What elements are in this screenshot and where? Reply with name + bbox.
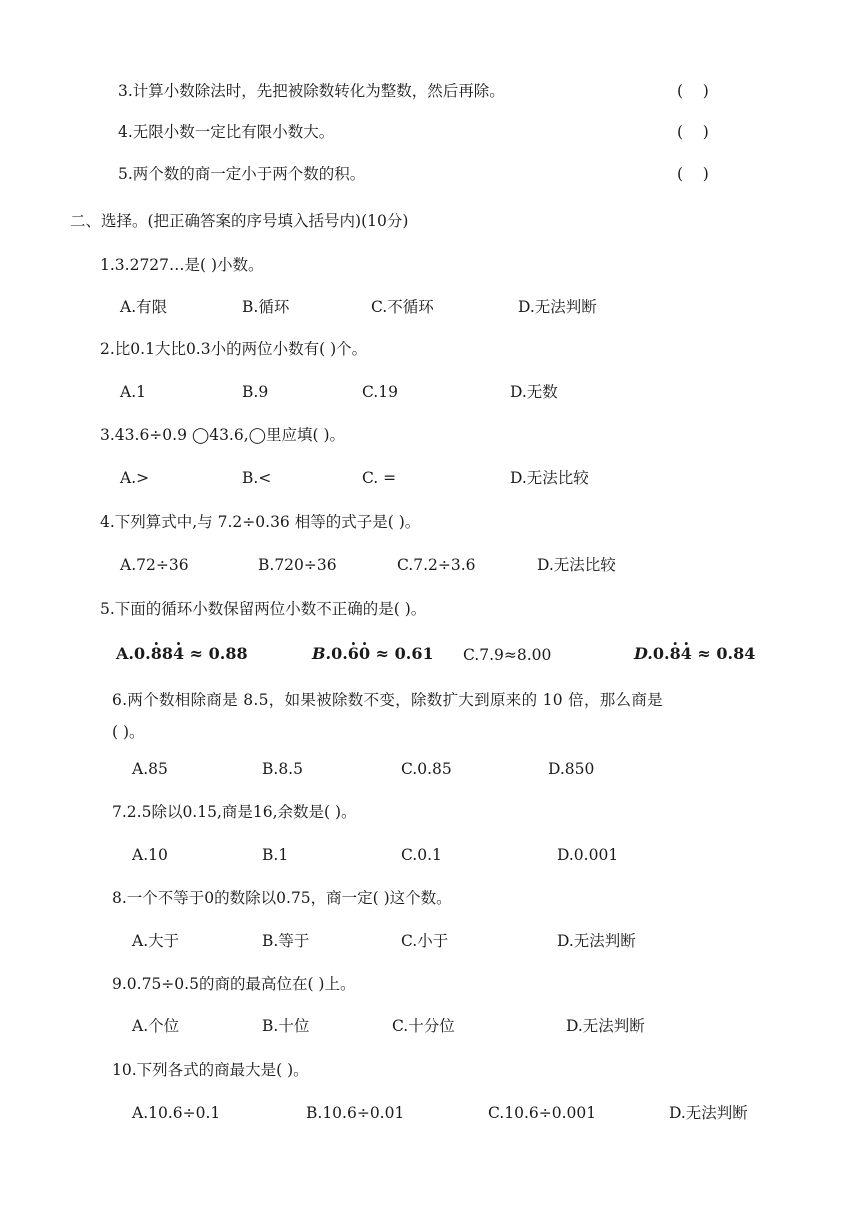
- judge-item-5: 5.两个数的商一定小于两个数的积。: [118, 165, 366, 183]
- q5-option-d[interactable]: [634, 644, 755, 664]
- q2-option-d[interactable]: D.无数: [510, 383, 558, 401]
- q10-option-a[interactable]: A.10.6÷0.1: [132, 1104, 221, 1122]
- q4-option-c[interactable]: C.7.2÷3.6: [397, 556, 476, 574]
- q4-option-d[interactable]: D.无法比较: [537, 556, 616, 574]
- q7-option-d[interactable]: D.0.001: [557, 846, 619, 864]
- q6-option-d[interactable]: D.850: [548, 760, 595, 778]
- q4-option-a[interactable]: A.72÷36: [120, 556, 189, 574]
- q9-option-c[interactable]: C.十分位: [392, 1017, 455, 1035]
- q9-option-b[interactable]: B.十位: [262, 1017, 310, 1035]
- question-10-stem: 10.下列各式的商最大是( )。: [112, 1061, 309, 1079]
- q1-option-b[interactable]: B.循环: [242, 298, 290, 316]
- question-5-stem: 5.下面的循环小数保留两位小数不正确的是( )。: [100, 600, 427, 618]
- q5-d-approx: ≈ 0.84: [691, 644, 756, 663]
- q5-a-digit-3: 4 ·: [173, 644, 184, 664]
- q3-option-c[interactable]: C. =: [362, 469, 397, 487]
- q5-a-label: A.: [116, 644, 134, 663]
- q5-d-int: 0.: [652, 644, 670, 663]
- q10-option-b[interactable]: B.10.6÷0.01: [306, 1104, 405, 1122]
- q4-option-b[interactable]: B.720÷36: [258, 556, 337, 574]
- q7-option-c[interactable]: C.0.1: [401, 846, 442, 864]
- question-3-stem: 3.43.6÷0.9 ◯43.6,◯里应填( )。: [100, 426, 346, 444]
- question-1-stem: 1.3.2727…是( )小数。: [100, 256, 264, 274]
- section-heading-choice: 二、选择。(把正确答案的序号填入括号内)(10分): [70, 212, 409, 230]
- question-2-stem: 2.比0.1大比0.3小的两位小数有( )个。: [100, 340, 368, 358]
- q2-option-c[interactable]: C.19: [362, 383, 398, 401]
- question-6-stem-line-2: ( )。: [112, 723, 145, 741]
- q7-option-b[interactable]: B.1: [262, 846, 289, 864]
- question-6-stem-line-1: 6.两个数相除商是 8.5，如果被除数不变，除数扩大到原来的 10 倍，那么商是: [112, 691, 663, 709]
- q8-option-d[interactable]: D.无法判断: [557, 932, 636, 950]
- q5-b-int: 0.: [331, 644, 348, 663]
- q7-option-a[interactable]: A.10: [132, 846, 168, 864]
- q8-option-c[interactable]: C.小于: [401, 932, 449, 950]
- q5-b-approx: ≈ 0.61: [370, 644, 434, 663]
- q6-option-c[interactable]: C.0.85: [401, 760, 452, 778]
- q6-option-a[interactable]: A.85: [132, 760, 168, 778]
- judge-answer-paren-4[interactable]: ( ): [677, 123, 709, 141]
- q3-option-b[interactable]: B.<: [242, 469, 272, 487]
- q2-option-b[interactable]: B.9: [242, 383, 269, 401]
- q5-b-label: B.: [312, 644, 332, 663]
- q3-option-a[interactable]: A.>: [120, 469, 150, 487]
- q8-option-b[interactable]: B.等于: [262, 932, 310, 950]
- q6-option-b[interactable]: B.8.5: [262, 760, 303, 778]
- q5-a-approx: ≈ 0.88: [184, 644, 248, 663]
- q5-b-digit-2: 0 ·: [359, 644, 370, 664]
- q8-option-a[interactable]: A.大于: [132, 932, 180, 950]
- judge-item-4: 4.无限小数一定比有限小数大。: [118, 123, 335, 141]
- q5-a-digit-1: 8 ·: [151, 644, 162, 664]
- q2-option-a[interactable]: A.1: [120, 383, 146, 401]
- q1-option-a[interactable]: A.有限: [120, 298, 168, 316]
- q5-a-digit-2: 8: [161, 644, 173, 663]
- question-7-stem: 7.2.5除以0.15,商是16,余数是( )。: [112, 803, 357, 821]
- q5-d-label: D.: [634, 644, 653, 663]
- q5-option-c[interactable]: C.7.9≈8.00: [463, 646, 552, 664]
- q1-option-c[interactable]: C.不循环: [371, 298, 434, 316]
- q9-option-a[interactable]: A.个位: [132, 1017, 180, 1035]
- q10-option-d[interactable]: D.无法判断: [669, 1104, 748, 1122]
- q5-a-int: 0.: [133, 644, 151, 663]
- question-8-stem: 8.一个不等于0的数除以0.75，商一定( )这个数。: [112, 889, 452, 907]
- q5-d-digit-2: 4 ·: [681, 644, 692, 664]
- judge-answer-paren-3[interactable]: ( ): [677, 82, 709, 100]
- q5-option-a[interactable]: [116, 644, 248, 664]
- question-4-stem: 4.下列算式中,与 7.2÷0.36 相等的式子是( )。: [100, 513, 421, 531]
- q9-option-d[interactable]: D.无法判断: [566, 1017, 645, 1035]
- q1-option-d[interactable]: D.无法判断: [518, 298, 597, 316]
- q3-option-d[interactable]: D.无法比较: [510, 469, 589, 487]
- question-9-stem: 9.0.75÷0.5的商的最高位在( )上。: [112, 975, 356, 993]
- q5-d-digit-1: 8 ·: [670, 644, 681, 664]
- q5-option-b[interactable]: [312, 644, 434, 664]
- q5-b-digit-1: 6 ·: [348, 644, 359, 664]
- judge-item-3: 3.计算小数除法时，先把被除数转化为整数，然后再除。: [118, 82, 505, 100]
- q10-option-c[interactable]: C.10.6÷0.001: [488, 1104, 597, 1122]
- judge-answer-paren-5[interactable]: ( ): [677, 165, 709, 183]
